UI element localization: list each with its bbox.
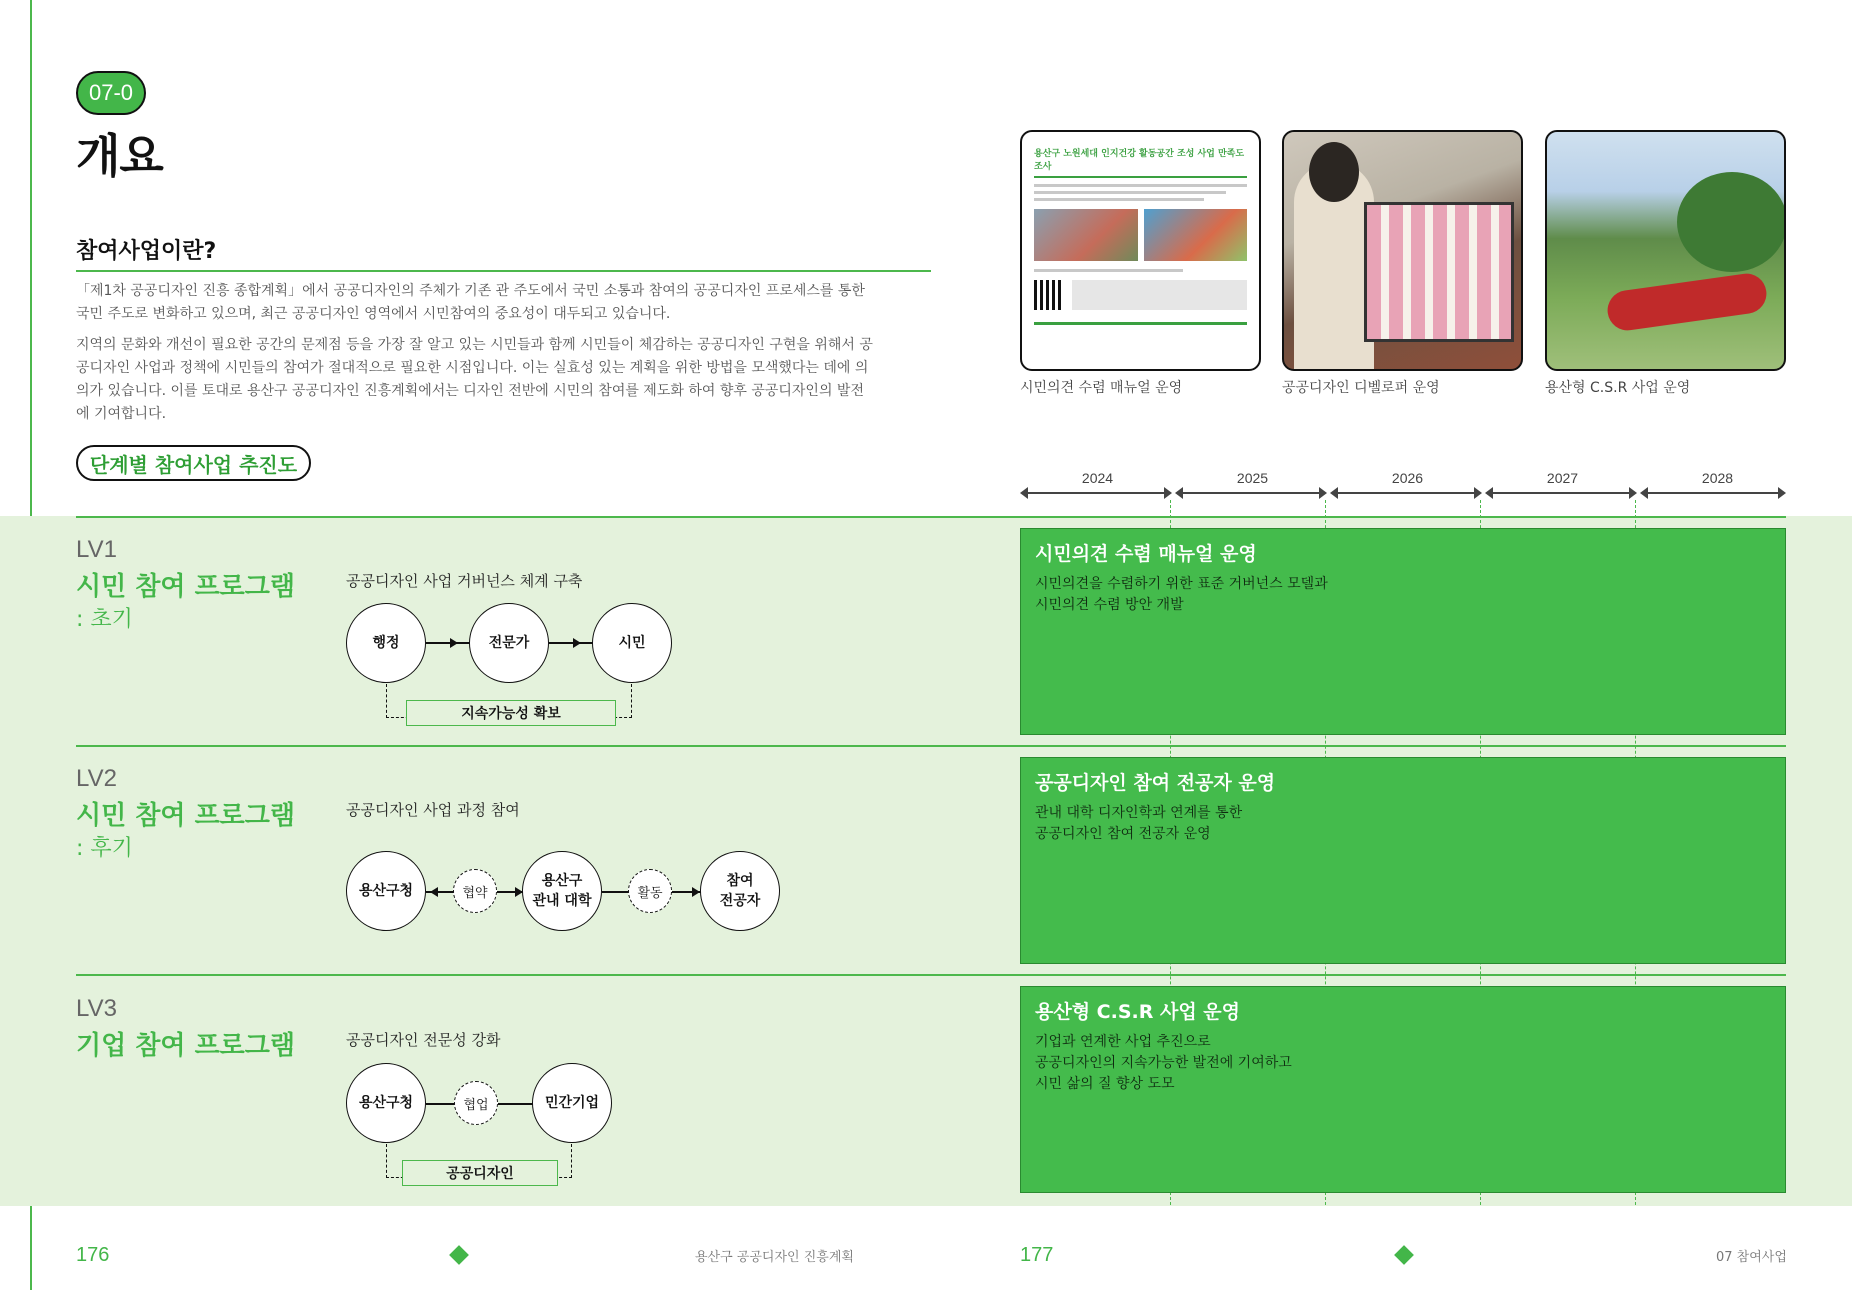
level-code: LV1 xyxy=(76,536,117,563)
intro-text xyxy=(76,280,876,434)
page-number-right: 177 xyxy=(1020,1244,1054,1266)
program-box xyxy=(1020,986,1786,1193)
photo-caption: 공공디자인 디벨로퍼 운영 xyxy=(1282,380,1440,396)
level-code: LV2 xyxy=(76,765,117,792)
photo-developer-session xyxy=(1282,130,1523,371)
level-phase: : 후기 xyxy=(76,836,133,861)
qr-code-icon xyxy=(1034,280,1064,310)
photo-caption: 용산형 C.S.R 사업 운영 xyxy=(1545,380,1691,396)
intro-paragraph-2: 지역의 문화와 개선이 필요한 공간의 문제점 등을 가장 잘 알고 있는 시민들과 함께 시민들이 체감하는 공공디자인 구현을 위해서 공공디자인 사업과 정책에 시민들의 참여가 절대적으로 필요한 시점입니다. 이는 실효성 있는 계획을 위한 방법을 모색했다는 데에 의의가 있습니다. 이를 토대로 용산구 공공디자인 진흥계획에서는 디자인 전반에 시민의 참여를 제도화 하여 향후 공공디자인의 발전에 기여합니다. xyxy=(76,337,873,422)
photo-caption: 시민의견 수렴 매뉴얼 운영 xyxy=(1020,380,1183,396)
timeline-year: 2027 xyxy=(1546,470,1579,486)
flow-link: 활동 xyxy=(628,869,672,913)
flow-node: 시민 xyxy=(592,603,672,683)
level-code: LV3 xyxy=(76,995,117,1022)
timeline-year: 2028 xyxy=(1701,470,1734,486)
level-divider xyxy=(76,974,1786,976)
flow-node: 용산구청 xyxy=(346,1063,426,1143)
level-subtitle: 공공디자인 사업 거버넌스 체계 구축 xyxy=(346,572,583,590)
level-name: 기업 참여 프로그램 xyxy=(76,1031,296,1061)
program-box-desc: 시민의견을 수렴하기 위한 표준 거버넌스 모델과 시민의견 수렴 방안 개발 xyxy=(1035,576,1328,613)
footer-chapter: 07 참여사업 xyxy=(1716,1250,1787,1265)
outcome-tag: 지속가능성 확보 xyxy=(406,700,616,726)
outcome-tag: 공공디자인 xyxy=(402,1160,558,1186)
flow-node: 참여 전공자 xyxy=(700,851,780,931)
photo-csr-park xyxy=(1545,130,1786,371)
flow-node: 용산구 관내 대학 xyxy=(522,851,602,931)
flow-node: 행정 xyxy=(346,603,426,683)
program-box-title: 용산형 C.S.R 사업 운영 xyxy=(1035,1001,1241,1023)
program-box-title: 공공디자인 참여 전공자 운영 xyxy=(1035,772,1276,794)
program-box xyxy=(1020,528,1786,735)
flow-link: 협업 xyxy=(454,1081,498,1125)
intro-paragraph-1: 「제1차 공공디자인 진흥 종합계획」에서 공공디자인의 주체가 기존 관 주도에서 국민 소통과 참여의 공공디자인 프로세스를 통한 국민 주도로 변화하고 있으며, 최근 공공디자인 영역에서 시민참여의 중요성이 대두되고 있습니다. xyxy=(76,283,865,322)
stage-heading-pill: 단계별 참여사업 추진도 xyxy=(76,445,311,481)
flow-link: 협약 xyxy=(453,869,497,913)
chapter-badge: 07-0 xyxy=(76,71,146,115)
level-phase: : 초기 xyxy=(76,607,133,632)
program-box-title: 시민의견 수렴 매뉴얼 운영 xyxy=(1035,543,1257,565)
timeline-arrow xyxy=(1646,492,1780,494)
program-box-desc: 관내 대학 디자인학과 연계를 통한 공공디자인 참여 전공자 운영 xyxy=(1035,805,1243,842)
timeline-year: 2025 xyxy=(1236,470,1269,486)
flow-node: 용산구청 xyxy=(346,851,426,931)
doc-title: 용산구 노원세대 인지건강 활동공간 조성 사업 만족도 조사 xyxy=(1034,146,1247,178)
diamond-icon xyxy=(1394,1245,1414,1265)
program-box-desc: 기업과 연계한 사업 추진으로 공공디자인의 지속가능한 발전에 기여하고 시민 삶의 질 향상 도모 xyxy=(1035,1034,1292,1092)
timeline-arrow xyxy=(1336,492,1476,494)
flow-node: 전문가 xyxy=(469,603,549,683)
flow-node: 민간기업 xyxy=(532,1063,612,1143)
page-title: 개요 xyxy=(76,129,163,183)
level-divider xyxy=(76,516,1786,518)
diamond-icon xyxy=(449,1245,469,1265)
footer-doc-title: 용산구 공공디자인 진흥계획 xyxy=(695,1250,854,1265)
timeline-year: 2026 xyxy=(1391,470,1424,486)
timeline-arrow xyxy=(1491,492,1631,494)
photo-survey-document xyxy=(1020,130,1261,371)
level-subtitle: 공공디자인 사업 과정 참여 xyxy=(346,801,520,819)
level-name: 시민 참여 프로그램 xyxy=(76,572,296,602)
page-number-left: 176 xyxy=(76,1244,110,1266)
timeline-arrow xyxy=(1026,492,1166,494)
intro-divider xyxy=(76,270,931,272)
timeline-arrow xyxy=(1181,492,1321,494)
level-name: 시민 참여 프로그램 xyxy=(76,801,296,831)
year-timeline xyxy=(1020,468,1786,496)
intro-heading: 참여사업이란? xyxy=(76,239,217,264)
level-divider xyxy=(76,745,1786,747)
level-subtitle: 공공디자인 전문성 강화 xyxy=(346,1031,501,1049)
program-box xyxy=(1020,757,1786,964)
timeline-year: 2024 xyxy=(1081,470,1114,486)
